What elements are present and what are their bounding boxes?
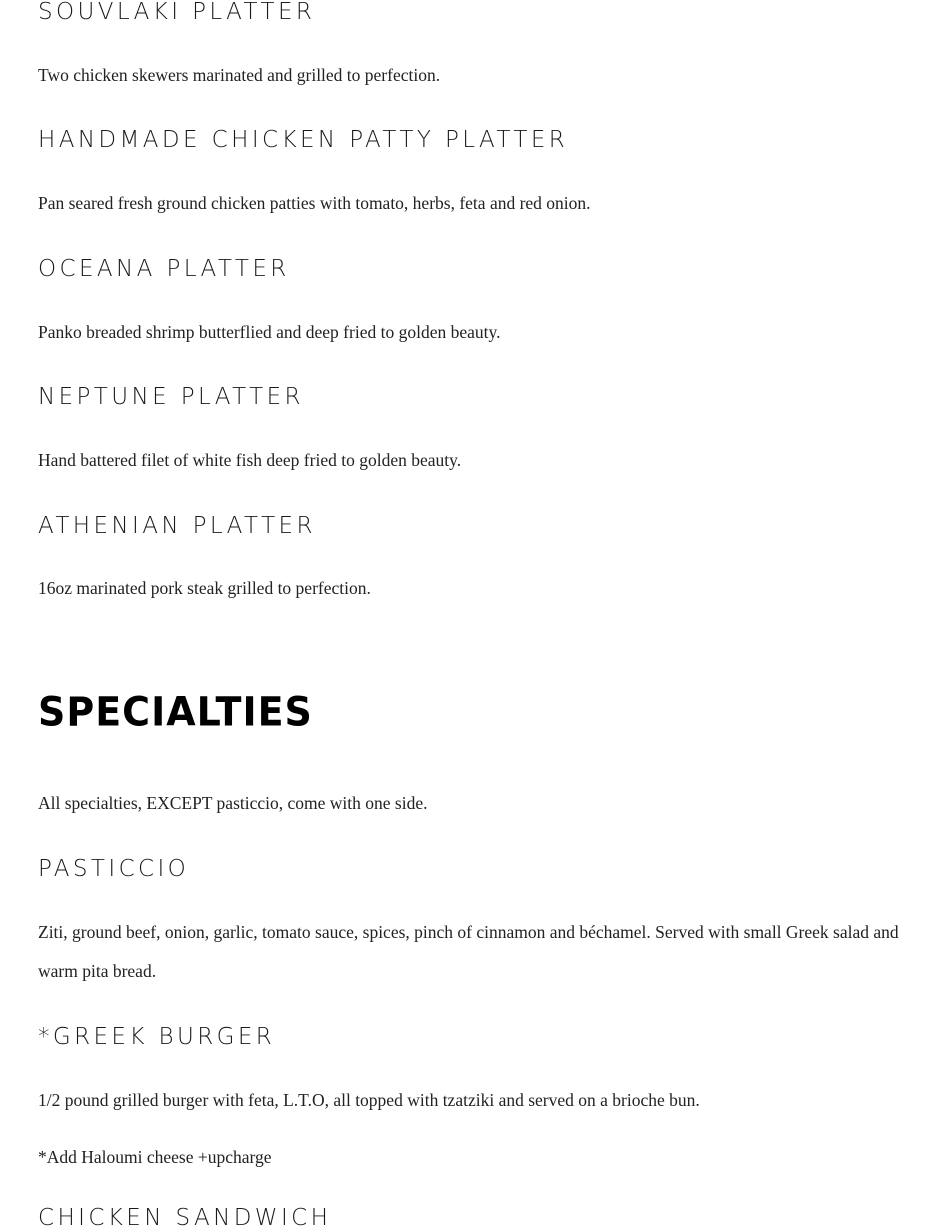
- section-intro: All specialties, EXCEPT pasticcio, come with one side.: [38, 793, 428, 813]
- item-description: Two chicken skewers marinated and grilled to perfection.: [38, 65, 441, 85]
- item-description: Panko breaded shrimp butterflied and deep fried to golden beauty.: [38, 322, 501, 342]
- item-title-greek-burger: *GREEK BURGER: [38, 1024, 276, 1050]
- item-description: Pan seared fresh ground chicken patties with tomato, herbs, feta and red onion.: [38, 193, 591, 213]
- section-title-specialties: SPECIALTIES: [38, 688, 313, 736]
- item-title-pasticcio: PASTICCIO: [38, 856, 190, 882]
- item-title-handmade-chicken-patty-platter: HANDMADE CHICKEN PATTY PLATTER: [38, 127, 569, 153]
- item-description: Ziti, ground beef, onion, garlic, tomato sauce, spices, pinch of cinnamon and béchamel. Served with small Greek salad and warm pita bread.: [38, 922, 899, 981]
- item-title-neptune-platter: NEPTUNE PLATTER: [38, 384, 304, 410]
- item-description: 1/2 pound grilled burger with feta, L.T.O, all topped with tzatziki and served on a brioche bun.: [38, 1090, 700, 1110]
- item-note: *Add Haloumi cheese +upcharge: [38, 1147, 272, 1167]
- item-description: 16oz marinated pork steak grilled to perfection.: [38, 578, 371, 598]
- item-description: Hand battered filet of white fish deep fried to golden beauty.: [38, 450, 462, 470]
- item-title-chicken-sandwich: CHICKEN SANDWICH: [38, 1205, 332, 1231]
- item-title-oceana-platter: OCEANA PLATTER: [38, 256, 290, 282]
- item-title-souvlaki-platter: SOUVLAKI PLATTER: [38, 0, 316, 25]
- item-title-athenian-platter: ATHENIAN PLATTER: [38, 513, 316, 539]
